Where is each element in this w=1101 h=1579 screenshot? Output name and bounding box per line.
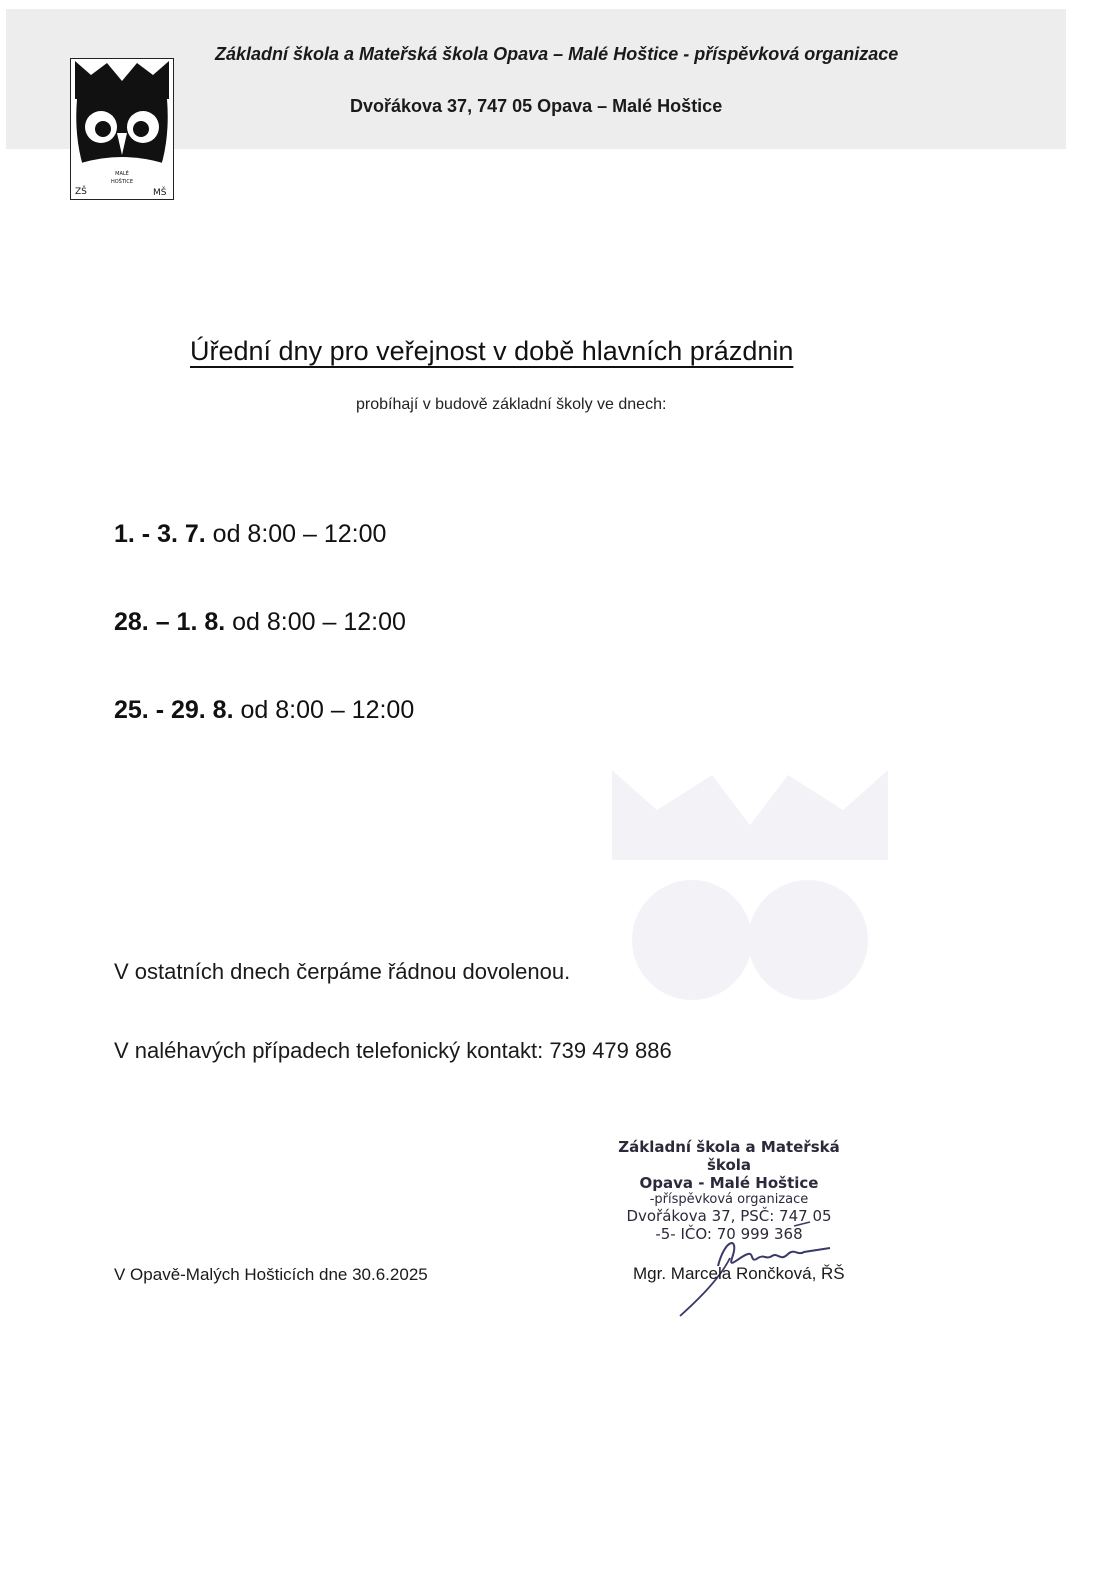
stamp-line: Základní škola a Mateřská škola: [618, 1138, 840, 1174]
signer-name: Mgr. Marcela Rončková, ŘŠ: [633, 1264, 845, 1283]
logo-mid-text: HOŠTICE: [110, 179, 134, 185]
logo-right-text: MŠ: [153, 188, 167, 198]
school-logo: [70, 58, 174, 200]
school-name: Základní škola a Mateřská škola Opava – Malé Hoštice - příspěvková organizace: [215, 44, 899, 64]
office-day-dates: 1. - 3. 7.: [114, 520, 206, 548]
urgent-contact-note: V naléhavých případech telefonický kontakt: 739 479 886: [114, 1038, 672, 1063]
logo-top-text: MALÉ: [115, 171, 129, 177]
office-day-hours: od 8:00 – 12:00: [233, 696, 415, 724]
stamp-line: Dvořákova 37, PSČ: 747 05: [626, 1207, 832, 1225]
office-day-row: [114, 520, 386, 549]
office-day-row: [114, 696, 414, 725]
stamp-line: -příspěvková organizace: [649, 1192, 809, 1207]
stamp-line: -5- IČO: 70 999 368: [655, 1225, 803, 1243]
page-title: Úřední dny pro veřejnost v době hlavních prázdnin: [190, 336, 794, 366]
page-subtitle: probíhají v budově základní školy ve dnech:: [356, 396, 667, 413]
office-day-hours: od 8:00 – 12:00: [225, 608, 406, 636]
school-address: Dvořákova 37, 747 05 Opava – Malé Hoštice: [350, 96, 723, 116]
office-day-hours: od 8:00 – 12:00: [205, 520, 387, 548]
logo-left-text: ZŠ: [75, 187, 87, 197]
place-and-date: V Opavě-Malých Hošticích dne 30.6.2025: [114, 1265, 428, 1284]
stamp-line: Opava - Malé Hoštice: [639, 1174, 819, 1192]
office-day-dates: 25. - 29. 8.: [114, 696, 234, 724]
owl-watermark: [612, 770, 888, 1075]
vacation-note: V ostatních dnech čerpáme řádnou dovolenou.: [114, 959, 571, 984]
office-day-row: [114, 608, 406, 637]
office-day-dates: 28. – 1. 8.: [114, 608, 226, 636]
